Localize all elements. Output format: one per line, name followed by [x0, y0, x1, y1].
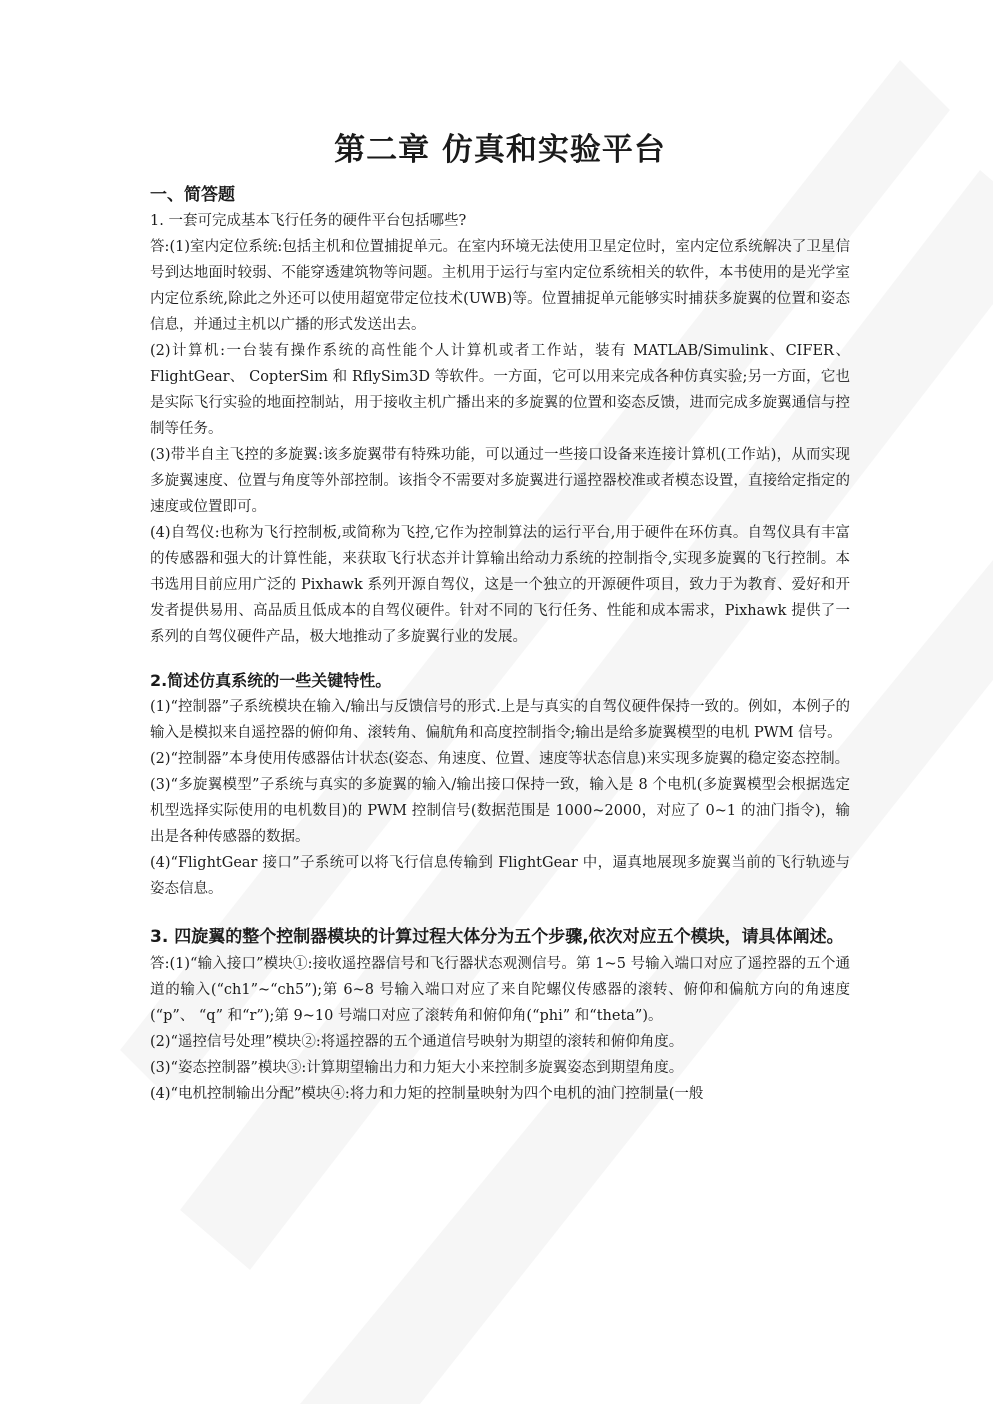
answer-3-item-1: 答:(1)“输入接口”模块①:接收遥控器信号和飞行器状态观测信号。第 1~5 号输入端口对应了遥控器的五个通道的输入(“ch1”~“ch5”);第 6~8 号输入端口对应了来自陀螺仪传感器的滚转、俯仰和偏航方向的角速度(“p”、 “q” 和“r”);第 9~10 号端口对应了滚转角和俯仰角(“phi” 和“theta”)。	[150, 956, 850, 1024]
answer-1-item-3: (3)带半自主飞控的多旋翼:该多旋翼带有特殊功能，可以通过一些接口设备来连接计算机(工作站)，从而实现多旋翼速度、位置与角度等外部控制。该指令不需要对多旋翼进行遥控器校准或者模态设置，直接给定指定的速度或位置即可。	[150, 447, 851, 515]
page-content	[150, 120, 850, 1107]
answer-1-item-4: (4)自驾仪:也称为飞行控制板,或简称为飞控,它作为控制算法的运行平台,用于硬件在环仿真。自驾仪具有丰富的传感器和强大的计算性能，来获取飞行状态并计算输出给动力系统的控制指令,实现多旋翼的飞行控制。本书选用目前应用广泛的 Pixhawk 系列开源自驾仪，这是一个独立的开源硬件项目，致力于为教育、爱好和开发者提供易用、高品质且低成本的自驾仪硬件。针对不同的飞行任务、性能和成本需求，Pixhawk 提供了一系列的自驾仪硬件产品，极大地推动了多旋翼行业的发展。	[150, 525, 850, 645]
answer-1-item-1: 答:(1)室内定位系统:包括主机和位置捕捉单元。在室内环境无法使用卫星定位时，室内定位系统解决了卫星信号到达地面时较弱、不能穿透建筑物等问题。主机用于运行与室内定位系统相关的软件，本书使用的是光学室内定位系统,除此之外还可以使用超宽带定位技术(UWB)等。位置捕捉单元能够实时捕获多旋翼的位置和姿态信息，并通过主机以广播的形式发送出去。	[150, 239, 850, 333]
question-3: 3. 四旋翼的整个控制器模块的计算过程大体分为五个步骤,依次对应五个模块，请具体阐述。	[150, 927, 844, 947]
answer-2-item-1: (1)“控制器”子系统模块在输入/输出与反馈信号的形式.上是与真实的自驾仪硬件保持一致的。例如，本例子的输入是模拟来自遥控器的俯仰角、滚转角、偏航角和高度控制指令;输出是给多旋翼模型的电机 PWM 信号。	[150, 699, 850, 741]
chapter-title: 第二章 仿真和实验平台	[334, 132, 666, 168]
answer-1-item-2: (2)计算机:一台装有操作系统的高性能个人计算机或者工作站，装有 MATLAB/Simulink、CIFER、FlightGear、 CopterSim 和 RflySim3D 等软件。一方面，它可以用来完成各种仿真实验;另一方面，它也是实际飞行实验的地面控制站，用于接收主机广播出来的多旋翼的位置和姿态反馈，进而完成多旋翼通信与控制等任务。	[150, 343, 850, 437]
answer-3-item-4: (4)“电机控制输出分配”模块④:将力和力矩的控制量映射为四个电机的油门控制量(一般	[150, 1086, 704, 1102]
question-2: 2.简述仿真系统的一些关键特性。	[150, 671, 392, 690]
answer-2-item-4: (4)“FlightGear 接口”子系统可以将飞行信息传输到 FlightGear 中，逼真地展现多旋翼当前的飞行轨迹与姿态信息。	[150, 855, 850, 897]
answer-2-item-3: (3)“多旋翼模型”子系统与真实的多旋翼的输入/输出接口保持一致，输入是 8 个电机(多旋翼模型会根据选定机型选择实际使用的电机数目)的 PWM 控制信号(数据范围是 1000~2000，对应了 0~1 的油门指令)，输出是各种传感器的数据。	[150, 777, 850, 845]
answer-3-item-3: (3)“姿态控制器”模块③:计算期望输出力和力矩大小来控制多旋翼姿态到期望角度。	[150, 1060, 684, 1076]
question-1: 1. 一套可完成基本飞行任务的硬件平台包括哪些?	[150, 213, 467, 229]
answer-2-item-2: (2)“控制器”本身使用传感器估计状态(姿态、角速度、位置、速度等状态信息)来实现多旋翼的稳定姿态控制。	[150, 751, 850, 767]
section-title: 一、简答题	[150, 185, 235, 205]
answer-3-item-2: (2)“遥控信号处理”模块②:将遥控器的五个通道信号映射为期望的滚转和俯仰角度。	[150, 1034, 684, 1050]
